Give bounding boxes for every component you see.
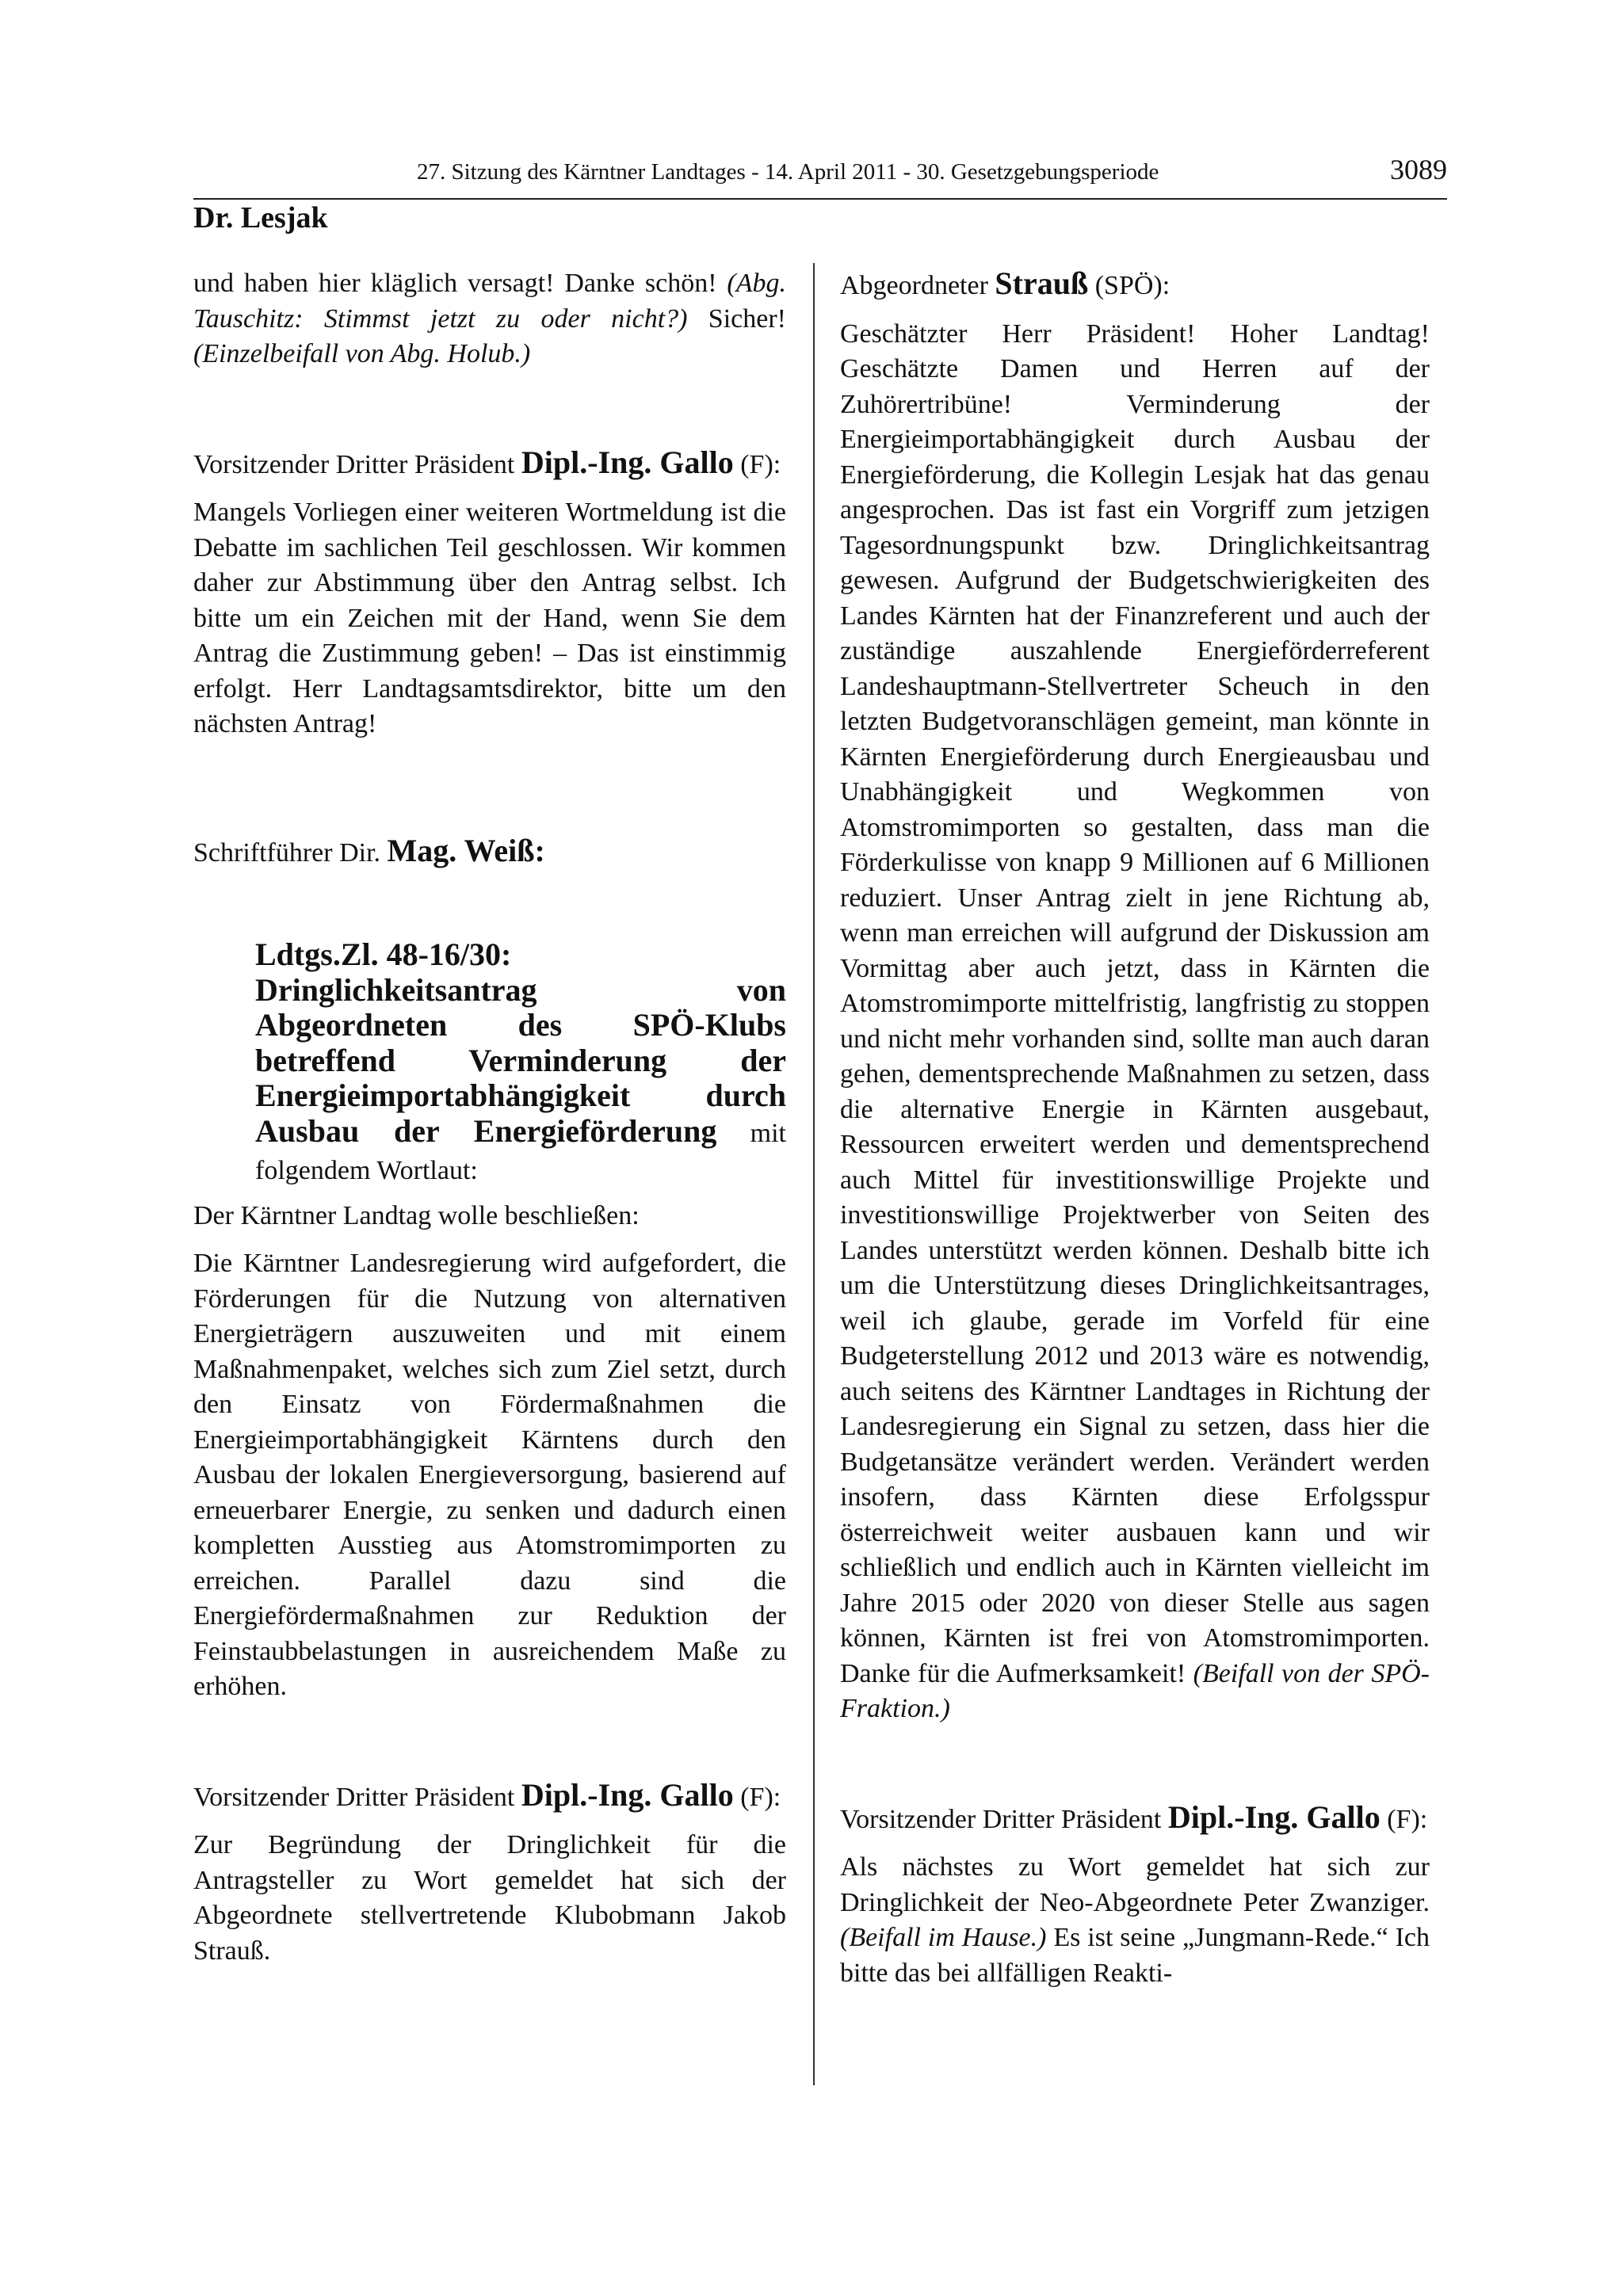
reply-text: Sicher! (687, 303, 786, 334)
motion-title (255, 973, 786, 1189)
speaker-strauss (840, 266, 1430, 304)
closing-text: und haben hier kläglich versagt! Danke schön! (193, 269, 727, 298)
motion-suffix: mit folgendem Wortlaut: (255, 1118, 787, 1185)
speaker-role: Vorsitzender Dritter Präsident (193, 449, 521, 479)
speaker-name: Strauß (995, 265, 1089, 301)
paragraph-resolution-intro: Der Kärntner Landtag wolle beschließen: (193, 1200, 640, 1230)
speaker-party: (F): (1380, 1804, 1428, 1834)
applause-note: (Beifall im Hause.) (840, 1923, 1047, 1952)
applause-note: (Einzelbeifall von Abg. Holub.) (193, 339, 531, 368)
right-column (840, 266, 1430, 1991)
speaker-role: Vorsitzender Dritter Präsident (193, 1782, 521, 1812)
speaker-party: (SPÖ): (1088, 271, 1170, 300)
paragraph-zwanziger-intro (840, 1850, 1430, 1991)
speaker-president-3 (840, 1800, 1430, 1838)
paragraph-strauss-speech (840, 317, 1430, 1727)
running-title: 27. Sitzung des Kärntner Landtages - 14. April 2011 - 30. Gesetzgebungsperiode (417, 159, 1159, 185)
intro-text-continued: Es ist seine „Jungmann-Rede.“ Ich bitte das bei allfälligen Reakti- (840, 1923, 1430, 1988)
interjection: (Abg. Tauschitz: Stimmst jetzt zu oder nicht?) (193, 269, 786, 334)
speaker-name: Dipl.-Ing. Gallo (521, 444, 734, 480)
speaker-name: Dipl.-Ing. Gallo (521, 1776, 734, 1813)
speaker-header: Dr. Lesjak (193, 201, 328, 235)
speech-text: Geschätzter Herr Präsident! Hoher Landtag! Geschätzte Damen und Herren auf der Zuhörertribüne! Verminderung der Energieimportabhängigkeit durch Ausbau der Energieförderung, die Kollegin Lesjak hat das genau angesprochen. Das ist fast ein Vorgriff zum jetzigen Tagesordnungspunkt bzw. Dringlichkeitsantrag gewesen. Aufgrund der Budgetschwierigkeiten des Landes Kärnten hat der Finanzreferent und auch der zuständige auszahlende Energieförderreferent Landeshauptmann-Stellvertreter Scheuch in den letzten Budgetvoranschlägen gemeint, man könnte in Kärnten Energieförderung durch Energieausbau und Unabhängigkeit und Wegkommen von Atomstromimporten so gestalten, dass man die Förderkulisse von knapp 9 Millionen auf 6 Millionen reduziert. Unser Antrag zielt in jene Richtung ab, wenn man erreichen will aufgrund der Diskussion am Vormittag aber auch jetzt, dass in Kärnten die Atomstromimporte mittelfristig, langfristig zu stoppen und nicht mehr vorhanden sind, sollte man auch daran gehen, dementsprechende Maßnahmen zu setzen, dass die alternative Energie in Kärnten ausgebaut, Ressourcen erweitert werden und dementsprechend auch Mittel für investitionswillige Projekte und investitionswillige Projektwerber von Seiten des Landes unterstützt werden können. Deshalb bitte ich um die Unterstützung dieses Dringlichkeitsantrages, weil ich glaube, gerade im Vorfeld für eine Budgeterstellung 2012 und 2013 wäre es notwendig, auch seitens des Kärntner Landtages in Richtung der Landesregierung ein Signal zu setzen, dass hier die Budgetansätze verändert werden. Verändert werden insofern, dass Kärnten diese Erfolgsspur österreichweit weiter ausbauen kann und wir schließlich und endlich auch in Kärnten vielleicht im Jahre 2015 oder 2020 von dieser Stelle aus sagen können, Kärnten ist frei von Atomstromimporten. Danke für die Aufmerksamkeit! (840, 318, 1430, 1688)
speaker-secretary (193, 833, 786, 871)
header-rule (193, 198, 1447, 200)
page-number: 3089 (1390, 154, 1447, 185)
left-column (193, 266, 786, 1969)
speaker-party: (F): (733, 449, 781, 479)
speaker-name: Mag. Weiß: (387, 832, 545, 868)
motion-title-text: Dringlichkeitsantrag von Abgeordneten des SPÖ-Klubs betreffend Verminderung der Energieimportabhängigkeit durch Ausbau der Energieförderung (255, 971, 786, 1149)
speaker-role: Vorsitzender Dritter Präsident (840, 1804, 1168, 1834)
speaker-name: Dipl.-Ing. Gallo (1167, 1798, 1381, 1835)
motion-reference: Ldtgs.Zl. 48-16/30: (255, 936, 512, 972)
speaker-president-2 (193, 1778, 786, 1816)
applause-note: (Beifall von der SPÖ-Fraktion.) (840, 1658, 1430, 1723)
paragraph-resolution-text: Die Kärntner Landesregierung wird aufgefordert, die Förderungen für die Nutzung von alternativen Energieträgern auszuweiten und mit einem Maßnahmenpaket, welches sich zum Ziel setzt, durch den Einsatz von Fördermaßnahmen die Energieimportabhängigkeit Kärntens durch den Ausbau der lokalen Energieversorgung, basierend auf erneuerbarer Energie, zu senken und dadurch einen kompletten Ausstieg aus Atomstromimporten zu erreichen. Parallel dazu sind die Energiefördermaßnahmen zur Reduktion der Feinstaubbelastungen in ausreichendem Maße zu erhöhen. (193, 1249, 786, 1701)
paragraph-next-speaker: Zur Begründung der Dringlichkeit für die Antragsteller zu Wort gemeldet hat sich der Abgeordnete stellvertretende Klubobmann Jakob Strauß. (193, 1830, 786, 1966)
speaker-role: Abgeordneter (840, 271, 995, 300)
intro-text: Als nächstes zu Wort gemeldet hat sich zur Dringlichkeit der Neo-Abgeordnete Peter Zwanziger. (840, 1852, 1430, 1917)
speaker-party: (F): (733, 1782, 781, 1812)
speaker-role: Schriftführer Dir. (193, 837, 388, 868)
paragraph-vote: Mangels Vorliegen einer weiteren Wortmeldung ist die Debatte im sachlichen Teil geschlossen. Wir kommen daher zur Abstimmung über den Antrag selbst. Ich bitte um ein Zeichen mit der Hand, wenn Sie dem Antrag die Zustimmung geben! – Das ist einstimmig erfolgt. Herr Landtagsamtsdirektor, bitte um den nächsten Antrag! (193, 498, 786, 738)
speaker-president-1 (193, 445, 786, 483)
paragraph-closing-remarks (193, 266, 786, 372)
column-divider (813, 263, 815, 2085)
